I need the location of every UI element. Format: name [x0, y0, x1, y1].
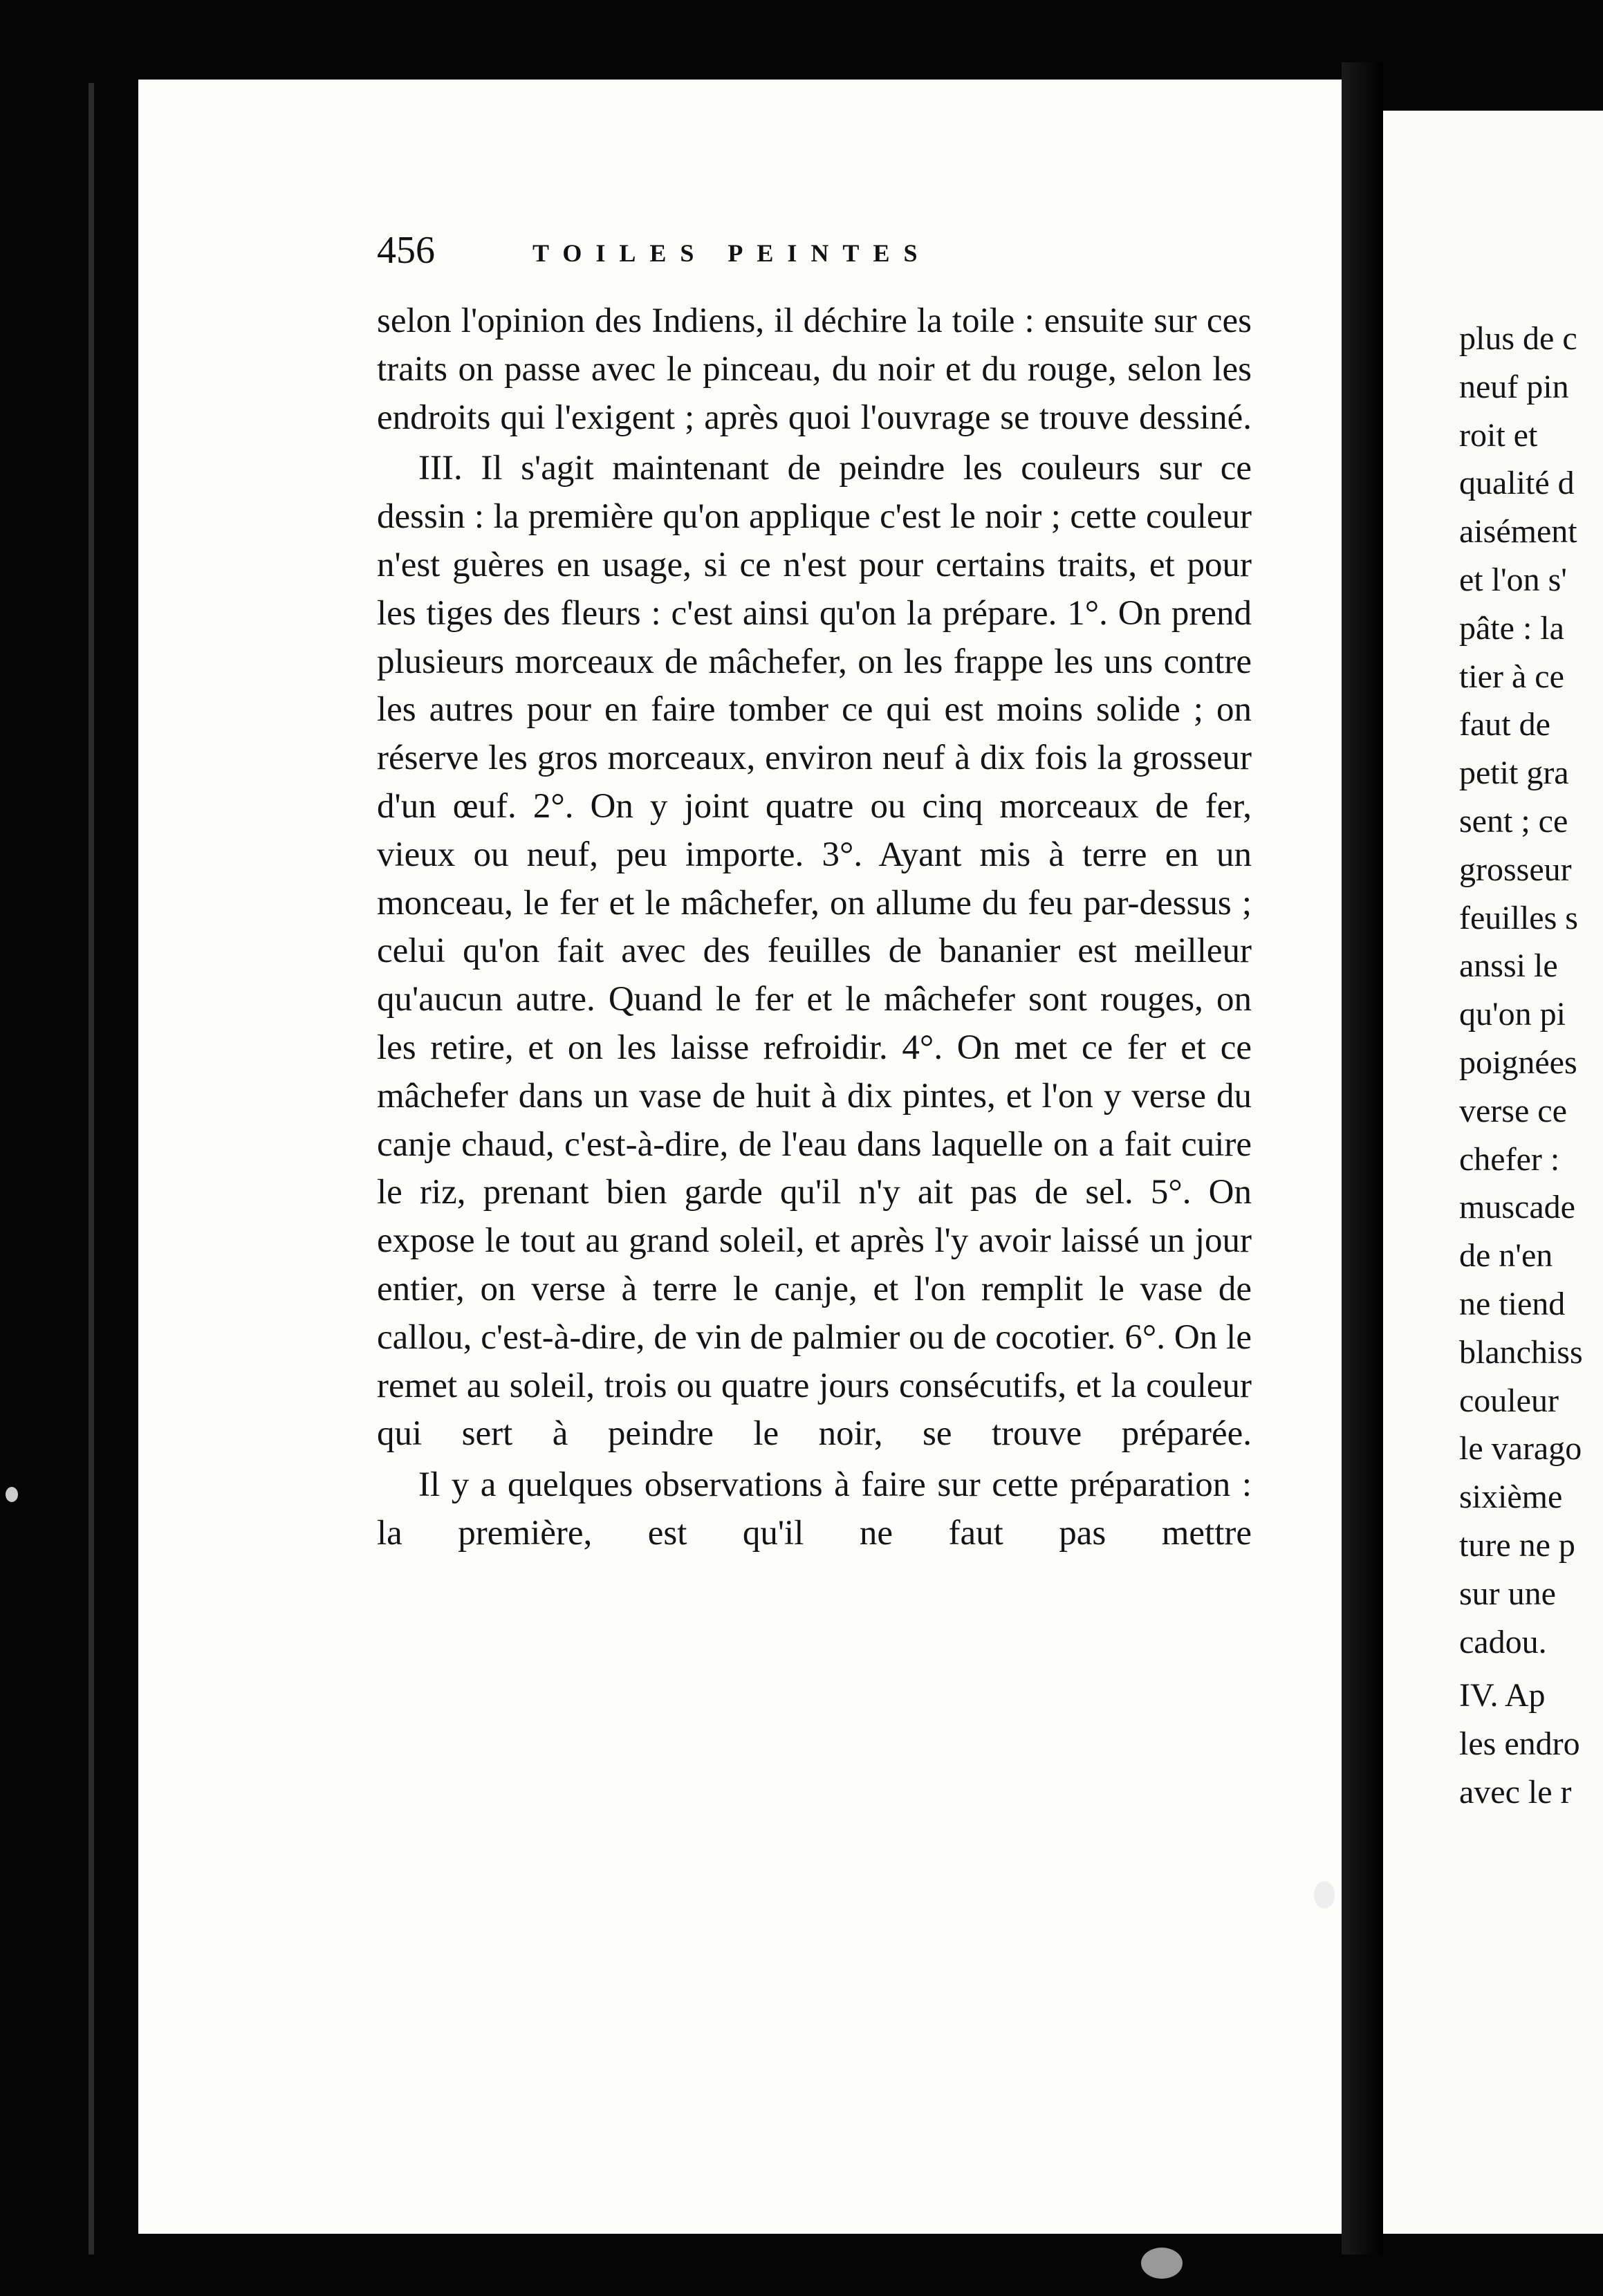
- right-line: poignées: [1459, 1044, 1577, 1081]
- right-line: sent ; ce: [1459, 802, 1568, 840]
- right-line: avec le r: [1459, 1773, 1572, 1811]
- right-line: qualité d: [1459, 465, 1575, 502]
- right-line: de n'en: [1459, 1237, 1553, 1275]
- scan-speck: [6, 1487, 18, 1502]
- page-header: [377, 228, 1345, 284]
- page-gutter: [1342, 62, 1383, 2255]
- right-line: petit gra: [1459, 754, 1569, 792]
- right-line: cadou.: [1459, 1623, 1547, 1660]
- right-line: sur une: [1459, 1575, 1556, 1612]
- scan-speck: [1141, 2248, 1183, 2279]
- page-number: 456: [377, 229, 435, 272]
- right-line: IV. Ap: [1459, 1677, 1546, 1714]
- right-line: les endro: [1459, 1725, 1580, 1763]
- scan-speck: [1314, 1881, 1335, 1909]
- paragraph-continuation: selon l'opinion des Indiens, il déchire la toile : ensuite sur ces traits on passe avec le pinceau, du noir et du rouge, selon les endroits qui l'exigent ; après quoi l'ouvrage se trouve dessiné.: [377, 302, 1252, 437]
- paragraph-section-iii: III. Il s'agit maintenant de peindre les couleurs sur ce dessin : la première qu'on applique c'est le noir ; cette couleur n'est guères en usage, si ce n'est pour certains traits, et pour les tiges des fleurs : c'est ainsi qu'on la prépare. 1°. On prend plusieurs morceaux de mâchefer, on les frappe les uns contre les autres pour en faire tomber ce qui est moins solide ; on réserve les gros morceaux, environ neuf à dix fois la grosseur d'un œuf. 2°. On y joint quatre ou cinq morceaux de fer, vieux ou neuf, peu importe. 3°. Ayant mis à terre en un monceau, le fer et le mâchefer, on allume du feu par-dessus ; celui qu'on fait avec des feuilles de bananier est meilleur qu'aucun autre. Quand le fer et le mâchefer sont rouges, on les retire, et on les laisse refroidir. 4°. On met ce fer et ce mâchefer dans un vase de huit à dix pintes, et l'on y verse du canje chaud, c'est-à-dire, de l'eau dans laquelle on a fait cuire le riz, prenant bien garde qu'il n'y ait pas de sel. 5°. On expose le tout au grand soleil, et après l'y avoir laissé un jour entier, on verse à terre le canje, et l'on remplit le vase de callou, c'est-à-dire, de vin de palmier ou de cocotier. 6°. On le remet au soleil, trois ou quatre jours consécutifs, et la couleur qui sert à peindre le noir, se trouve préparée.: [377, 449, 1252, 1454]
- right-line: couleur: [1459, 1382, 1559, 1419]
- right-line: anssi le: [1459, 947, 1558, 985]
- book-spine-edge: [89, 83, 94, 2255]
- right-line: faut de: [1459, 706, 1550, 743]
- right-line: muscade: [1459, 1189, 1575, 1226]
- running-title: TOILES PEINTES: [532, 239, 932, 267]
- main-text-block: [377, 297, 1252, 1558]
- right-line: ne tiend: [1459, 1285, 1566, 1322]
- right-line: feuilles s: [1459, 899, 1578, 936]
- right-line: sixième: [1459, 1479, 1563, 1516]
- right-line: verse ce: [1459, 1092, 1567, 1129]
- right-line: chefer :: [1459, 1140, 1560, 1178]
- right-line: le varago: [1459, 1430, 1582, 1468]
- right-line: plus de c: [1459, 320, 1577, 357]
- right-line: roit et: [1459, 416, 1538, 454]
- right-line: aisément: [1459, 513, 1577, 550]
- right-line: qu'on pi: [1459, 996, 1566, 1033]
- right-line: grosseur: [1459, 851, 1572, 888]
- paragraph-observations: Il y a quelques observations à faire sur cette préparation : la première, est qu'il ne faut pas mettre: [377, 1465, 1252, 1553]
- right-line: tier à ce: [1459, 658, 1564, 695]
- right-page-text: [1459, 315, 1603, 1817]
- right-line: blanchiss: [1459, 1333, 1583, 1371]
- right-line: pâte : la: [1459, 609, 1564, 647]
- right-line: et l'on s': [1459, 561, 1567, 598]
- right-line: neuf pin: [1459, 368, 1569, 405]
- right-line: ture ne p: [1459, 1526, 1575, 1564]
